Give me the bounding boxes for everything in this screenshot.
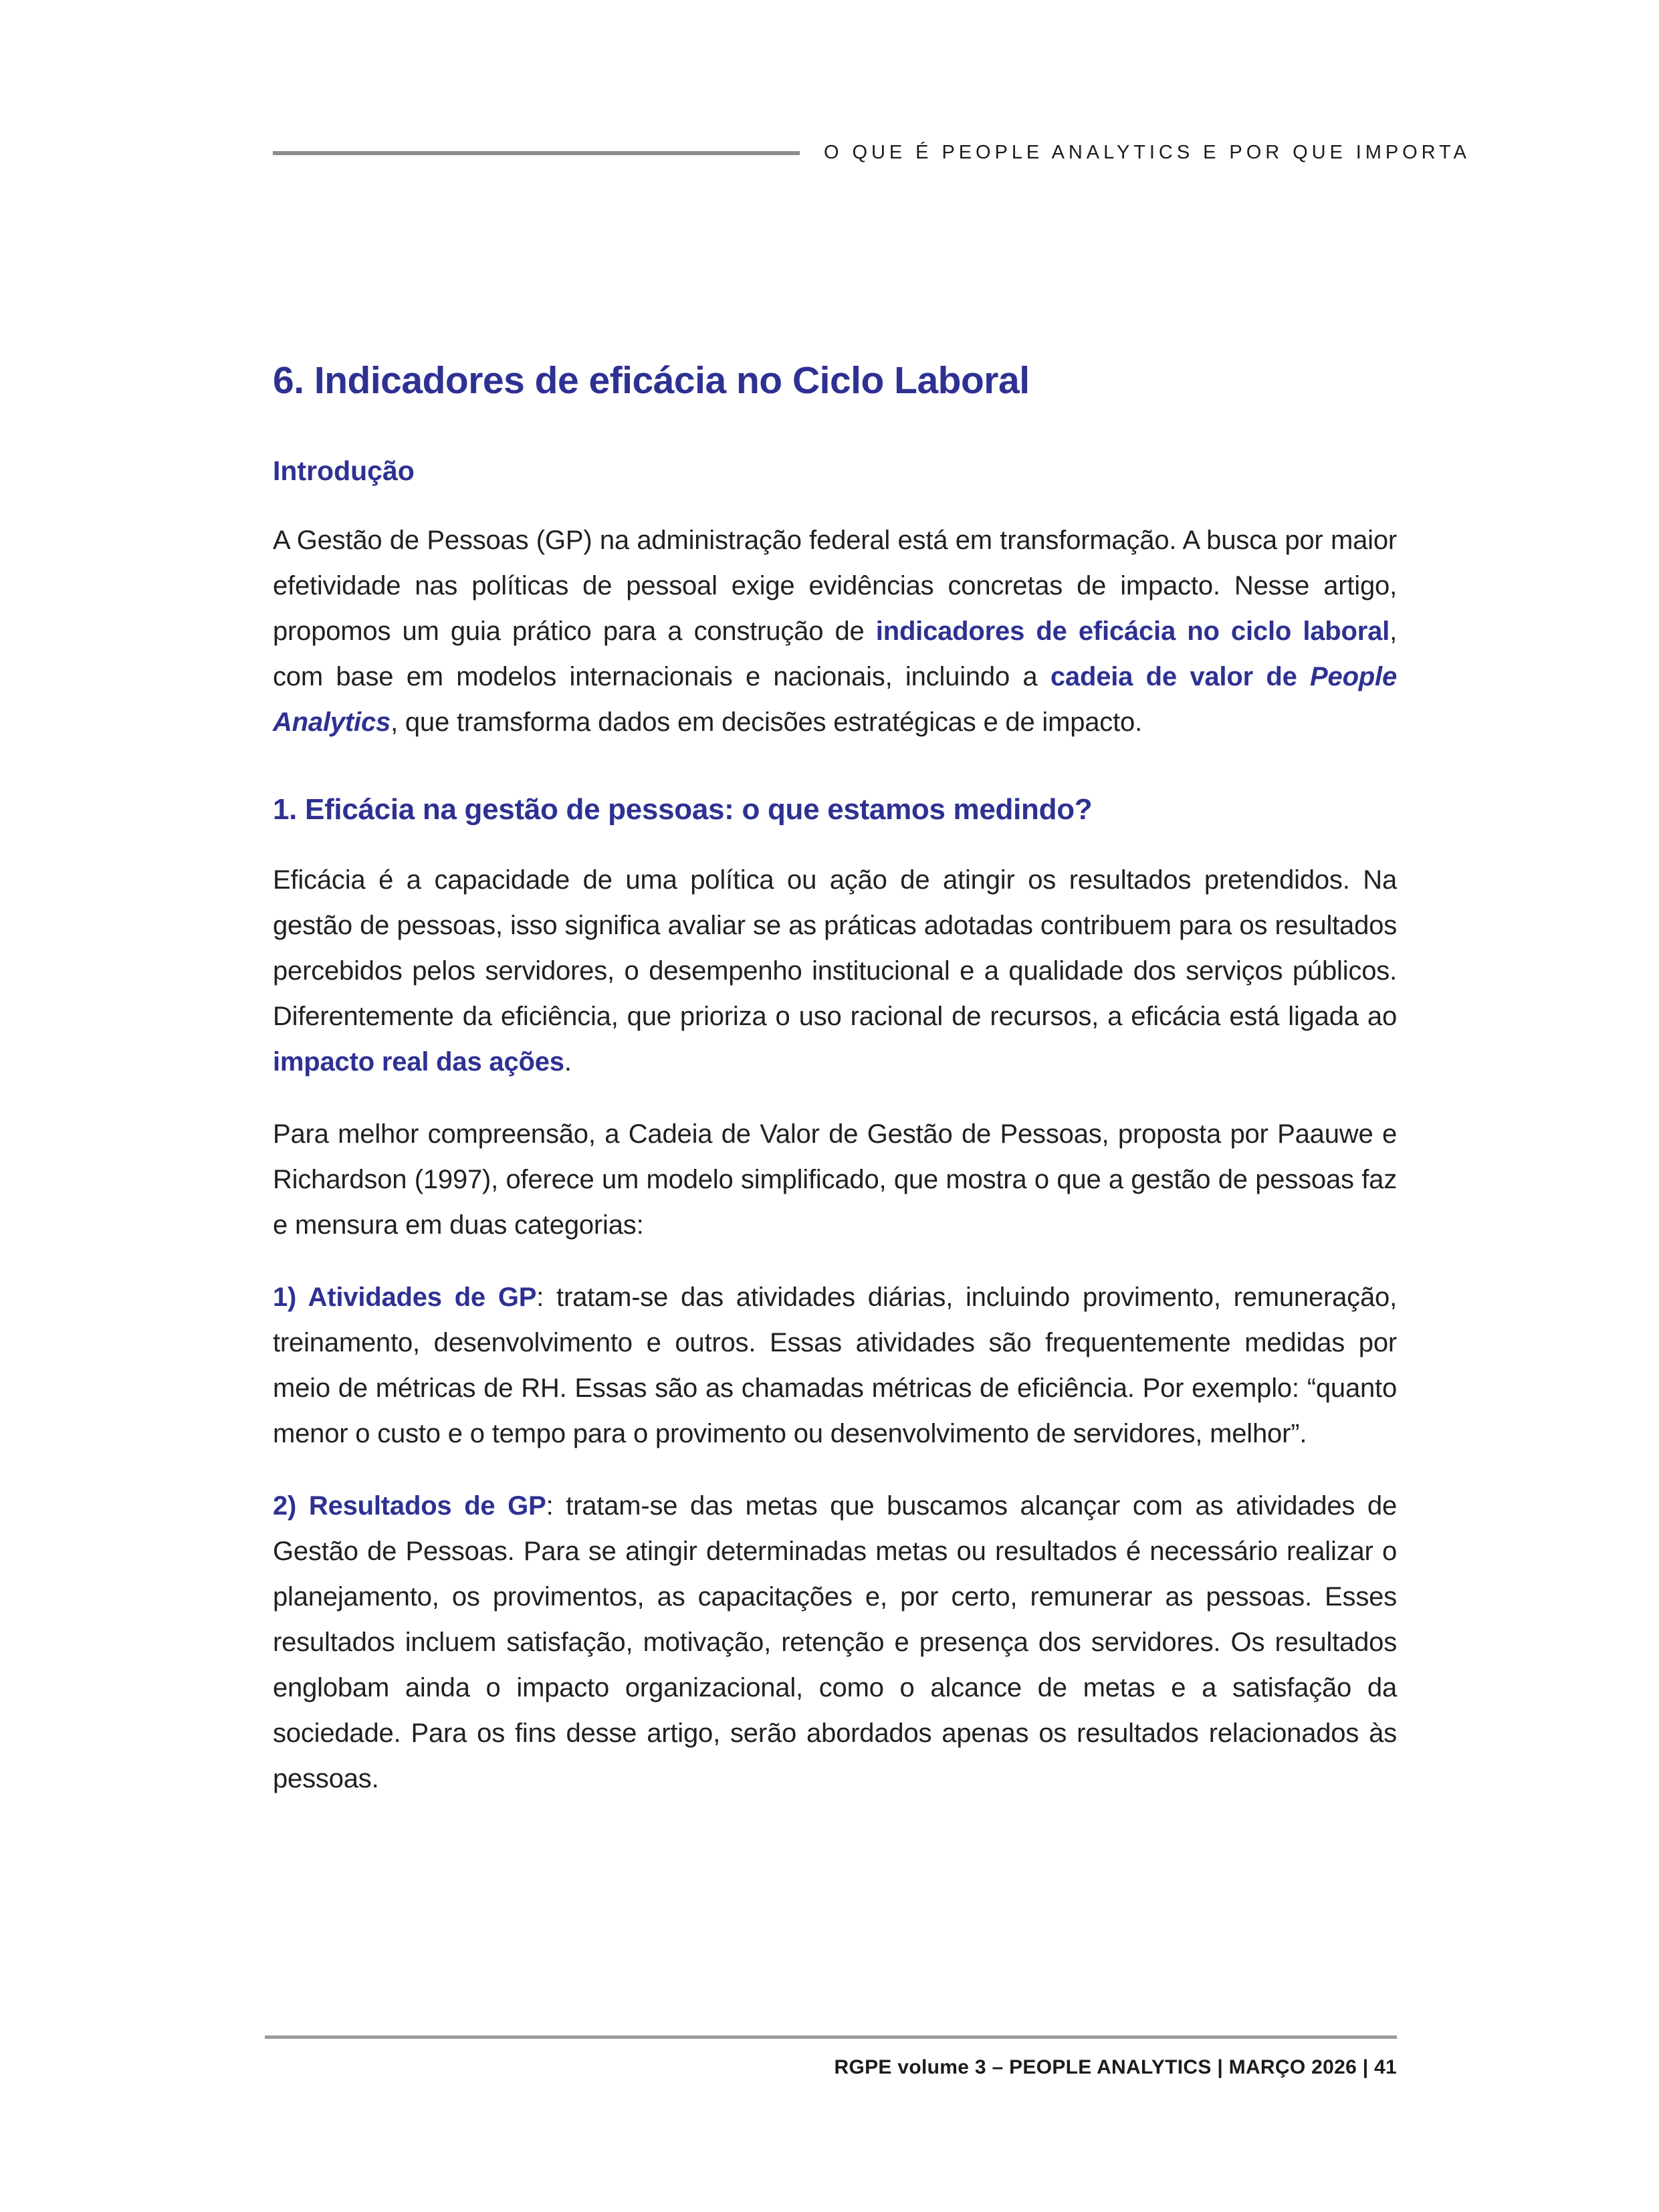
intro-heading: Introdução: [273, 455, 415, 486]
article-body: [273, 359, 1397, 1801]
text-run: , que tramsforma dados em decisões estratégicas e de impacto.: [391, 707, 1142, 737]
text-run: : tratam-se das metas que buscamos alcançar com as atividades de Gestão de Pessoas. Para se atingir determinadas metas ou resultados é necessário realizar o planejamento, os provimentos, as capacitações e, por certo, remunerar as pessoas. Esses resultados incluem satisfação, motivação, retenção e presença dos servidores. Os resultados englobam ainda o impacto organizacional, como o alcance de metas e a satisfação da sociedade. Para os fins desse artigo, serão abordados apenas os resultados relacionados às pessoas.: [273, 1490, 1397, 1793]
chapter-title: 6. Indicadores de eficácia no Ciclo Laboral: [273, 359, 1030, 402]
body-paragraph: [273, 857, 1397, 1085]
text-run: indicadores de eficácia no ciclo laboral: [875, 616, 1390, 646]
text-run: 2) Resultados de GP: [273, 1490, 546, 1521]
footer-text: RGPE volume 3 – PEOPLE ANALYTICS | MARÇO 2026 | 41: [834, 2056, 1397, 2078]
text-run: cadeia de valor de: [1050, 661, 1311, 691]
body-paragraph: [273, 1275, 1397, 1456]
body-paragraph: [273, 1483, 1397, 1801]
footer-rule: [265, 2035, 1397, 2039]
text-run: People Analytics: [273, 661, 1397, 737]
body-paragraph: [273, 1111, 1397, 1248]
page-header: [273, 142, 1470, 164]
body-paragraph: [273, 518, 1397, 745]
text-run: A Gestão de Pessoas (GP) na administração federal está em transformação. A busca por maior efetividade nas políticas de pessoal exige evidências concretas de impacto. Nesse artigo, propomos um guia prático para a construção de: [273, 525, 1397, 646]
text-run: .: [564, 1046, 572, 1077]
page-footer: [265, 2035, 1397, 2079]
text-run: 1) Atividades de GP: [273, 1282, 537, 1312]
section-heading: 1. Eficácia na gestão de pessoas: o que estamos medindo?: [273, 792, 1093, 826]
header-rule: [273, 151, 800, 155]
text-run: : tratam-se das atividades diárias, incluindo provimento, remuneração, treinamento, desenvolvimento e outros. Essas atividades são frequentemente medidas por meio de métricas de RH. Essas são as chamadas métricas de eficiência. Por exemplo: “quanto menor o custo e o tempo para o provimento ou desenvolvimento de servidores, melhor”.: [273, 1282, 1397, 1448]
article-blocks: [273, 518, 1397, 1801]
running-head: O QUE É PEOPLE ANALYTICS E POR QUE IMPORTA: [824, 142, 1470, 163]
text-run: Eficácia é a capacidade de uma política ou ação de atingir os resultados pretendidos. Na gestão de pessoas, isso significa avaliar se as práticas adotadas contribuem para os resultados percebidos pelos servidores, o desempenho institucional e a qualidade dos serviços públicos. Diferentemente da eficiência, que prioriza o uso racional de recursos, a eficácia está ligada ao: [273, 865, 1397, 1031]
text-run: Para melhor compreensão, a Cadeia de Valor de Gestão de Pessoas, proposta por Paauwe e Richardson (1997), oferece um modelo simplificado, que mostra o que a gestão de pessoas faz e mensura em duas categorias:: [273, 1119, 1397, 1240]
text-run: impacto real das ações: [273, 1046, 564, 1077]
text-run: , com base em modelos internacionais e nacionais, incluindo a: [273, 616, 1397, 691]
